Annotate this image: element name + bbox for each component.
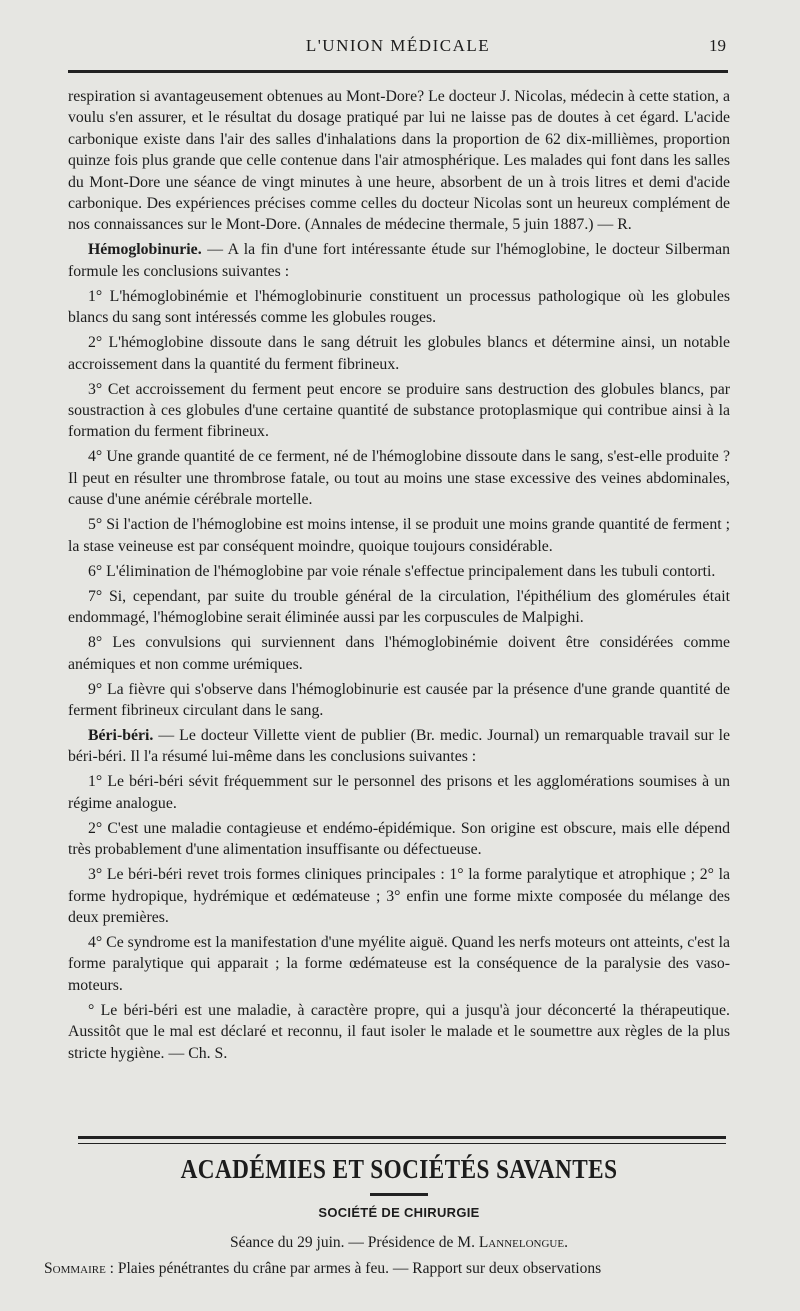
paragraph-hemoglobinurie-intro <box>68 239 730 282</box>
session-text: Séance du 29 juin. — Présidence de M. <box>230 1234 479 1251</box>
beri-point-4: 4° Ce syndrome est la manifestation d'une myélite aiguë. Quand les nerfs moteurs ont atteints, c'est la forme paralytique qui apparait ; la forme œdémateuse est la conséquence de la paralysie des vaso-moteurs. <box>68 933 730 994</box>
section-double-rule <box>78 1136 726 1144</box>
section-title: ACADÉMIES ET SOCIÉTÉS SAVANTES <box>180 1154 618 1184</box>
heading-beri-beri: Béri-béri. <box>88 726 154 744</box>
header-rule <box>68 70 728 73</box>
hemo-point-6: 6° L'élimination de l'hémoglobine par voie rénale s'effectue principalement dans les tubuli contorti. <box>88 562 716 580</box>
session-line <box>68 1234 730 1252</box>
article-body <box>68 86 730 1068</box>
summary-line <box>44 1260 730 1278</box>
beri-point-1: 1° Le béri-béri sévit fréquemment sur le personnel des prisons et les agglomérations soumises à un régime analogue. <box>68 773 730 812</box>
paragraph-mont-dore: respiration si avantageusement obtenues au Mont-Dore? Le docteur J. Nicolas, médecin à cette station, a voulu s'en assurer, et le résultat du dosage pratiqué par lui ne laisse pas de doutes à cet égard. L'acide carbonique existe dans l'air des salles d'inhalations dans la proportion de 62 dix-millièmes, proportion quinze fois plus grande que celle contenue dans l'air atmosphérique. Les malades qui font dans les salles du Mont-Dore une séance de vingt minutes à une heure, absorbent de un à trois litres et demi d'acide carbonique. Des expériences précises comme celles du docteur Nicolas sont un heureux complément de nos connaissances sur le Mont-Dore. (Annales de médecine thermale, 5 juin 1887.) — R. <box>68 88 730 234</box>
hemo-point-1: 1° L'hémoglobinémie et l'hémoglobinurie constituent un processus pathologique où les globules blancs du sang sont intéressés comme les globules rouges. <box>68 287 730 327</box>
society-title: SOCIÉTÉ DE CHIRURGIE <box>318 1205 480 1220</box>
hemo-point-4: 4° Une grande quantité de ce ferment, né de l'hémoglobine dissoute dans le sang, s'est-elle produite ? Il peut en résulter une thrombrose fatale, ou tout au moins une stase excessive des veines abdominales, cause d'une anémie cérébrale mortelle. <box>68 448 730 509</box>
summary-label: Sommaire <box>44 1260 106 1277</box>
hemoglobinurie-intro-text: — A la fin d'une fort intéressante étude sur l'hémoglobine, le docteur Silberman formule les conclusions suivantes : <box>68 241 730 280</box>
section-short-rule <box>370 1193 428 1196</box>
running-title: L'UNION MÉDICALE <box>305 36 491 55</box>
beri-point-2: 2° C'est une maladie contagieuse et endémo-épidémique. Son origine est obscure, mais elle dépend très probablement d'une alimentation insuffisante ou défectueuse. <box>68 819 730 859</box>
hemo-point-2: 2° L'hémoglobine dissoute dans le sang détruit les globules blancs et détermine ainsi, un notable accroissement dans la quantité du ferment fibrineux. <box>68 334 730 373</box>
summary-text: : Plaies pénétrantes du crâne par armes à feu. — Rapport sur deux observations <box>105 1260 602 1277</box>
hemo-point-7: 7° Si, cependant, par suite du trouble général de la circulation, l'épithélium des glomérules était endommagé, l'hémoglobine serait éliminée aussi par les corpuscules de Malpighi. <box>68 587 730 627</box>
running-head <box>70 34 726 58</box>
paragraph-beri-beri-intro <box>68 725 730 768</box>
beri-point-3: 3° Le béri-béri revet trois formes cliniques principales : 1° la forme paralytique et atrophique ; 2° la forme hydropique, hydrémique et œdémateuse ; 3° enfin une forme mixte composée du mélange des deux premières. <box>68 866 730 926</box>
page-number: 19 <box>709 36 726 55</box>
hemo-point-5: 5° Si l'action de l'hémoglobine est moins intense, il se produit une moins grande quantité de ferment ; la stase veineuse est par conséquent moindre, quoique toujours considérable. <box>68 516 730 555</box>
president-name: Lannelongue. <box>478 1234 568 1251</box>
hemo-point-9: 9° La fièvre qui s'observe dans l'hémoglobinurie est causée par la présence d'une grande quantité de ferment fibrineux circulant dans le sang. <box>68 680 730 719</box>
beri-point-5: ° Le béri-béri est une maladie, à caractère propre, qui a jusqu'à jour déconcerté la thérapeutique. Aussitôt que le mal est déclaré et reconnu, il faut isoler le malade et le soumettre aux règles de la plus stricte hygiène. — Ch. S. <box>68 1001 730 1062</box>
hemo-point-8: 8° Les convulsions qui surviennent dans l'hémoglobinémie doivent être considérées comme anémiques et non comme urémiques. <box>68 634 730 673</box>
beri-beri-intro-text: — Le docteur Villette vient de publier (Br. medic. Journal) un remarquable travail sur le béri-béri. Il l'a résumé lui-même dans les conclusions suivantes : <box>68 726 730 766</box>
hemo-point-3: 3° Cet accroissement du ferment peut encore se produire sans destruction des globules blancs, par soustraction à ces globules d'une certaine quantité de substance protoplasmique qui contribue ainsi à la formation du ferment fibrineux. <box>68 380 730 441</box>
heading-hemoglobinurie: Hémoglobinurie. <box>88 241 202 259</box>
